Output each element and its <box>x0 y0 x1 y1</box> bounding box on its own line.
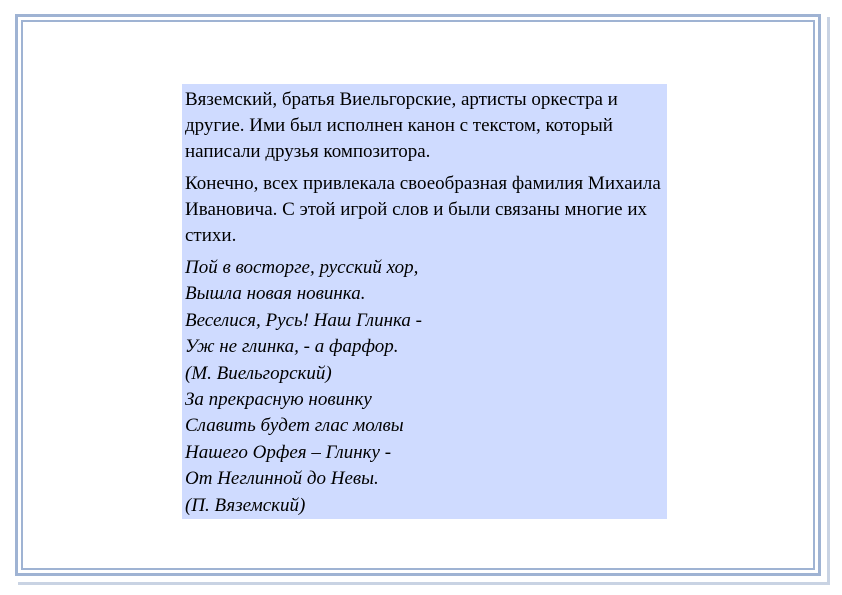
poem <box>185 255 667 519</box>
poem-author: (М. Виельгорский) <box>185 362 332 384</box>
paragraph-2: Конечно, всех привлекала своеобразная фамилия Михаила Ивановича. С этой игрой слов и были связаны многие их стихи. <box>185 173 661 246</box>
poem-author: (П. Вяземский) <box>185 494 306 516</box>
poem-line: Уж не глинка, - а фарфор. <box>185 336 399 358</box>
poem-line: Веселися, Русь! Наш Глинка - <box>185 309 422 331</box>
poem-line: От Неглинной до Невы. <box>185 468 379 490</box>
poem-line: Нашего Орфея – Глинку - <box>185 441 392 463</box>
poem-line: За прекрасную новинку <box>185 389 372 411</box>
poem-line: Пой в восторге, русский хор, <box>185 257 419 278</box>
text-box <box>182 84 667 519</box>
poem-line: Вышла новая новинка. <box>185 283 366 305</box>
poem-line: Славить будет глас молвы <box>185 415 404 437</box>
paragraph-1: Вяземский, братья Виельгорские, артисты оркестра и другие. Ими был исполнен канон с текстом, который написали друзья композитора. <box>185 89 618 162</box>
